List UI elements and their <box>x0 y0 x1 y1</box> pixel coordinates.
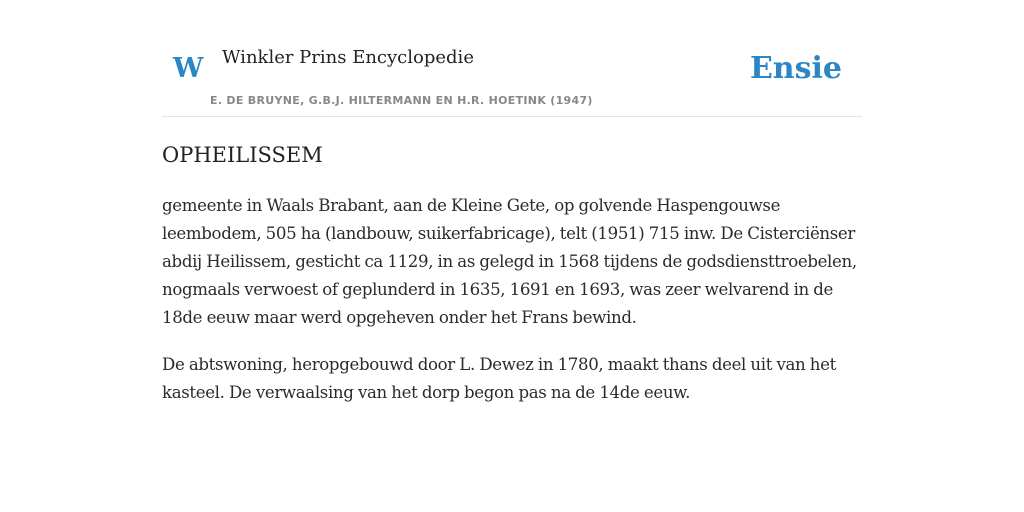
article-paragraph: De abtswoning, heropgebouwd door L. Dewez in 1780, maakt thans deel uit van het kasteel. De verwaalsing van het dorp begon pas na de 14de eeuw. <box>162 355 836 402</box>
winkler-prins-logo[interactable]: W <box>173 53 204 84</box>
article-title: OPHEILISSEM <box>162 143 323 167</box>
ensie-logo-link[interactable]: Ensie <box>749 51 842 86</box>
article-paragraph: gemeente in Waals Brabant, aan de Kleine Gete, op golvende Haspengouwse leembodem, 505 ha (landbouw, suikerfabricage), telt (1951) 715 inw. De Cisterciënser abdij Heilissem, gesticht ca 1129, in as gelegd in 1568 tijdens de godsdiensttroebelen, nogmaals verwoest of geplunderd in 1635, 1691 en 1693, was zeer welvarend in de 18de eeuw maar werd opgeheven onder het Frans bewind. <box>162 196 857 327</box>
encyclopedia-header <box>162 40 862 117</box>
encyclopedia-title-link[interactable]: Winkler Prins Encyclopedie <box>222 47 474 68</box>
encyclopedia-authors: E. DE BRUYNE, G.B.J. HILTERMANN EN H.R. HOETINK (1947) <box>210 94 593 107</box>
article-body <box>162 192 862 426</box>
